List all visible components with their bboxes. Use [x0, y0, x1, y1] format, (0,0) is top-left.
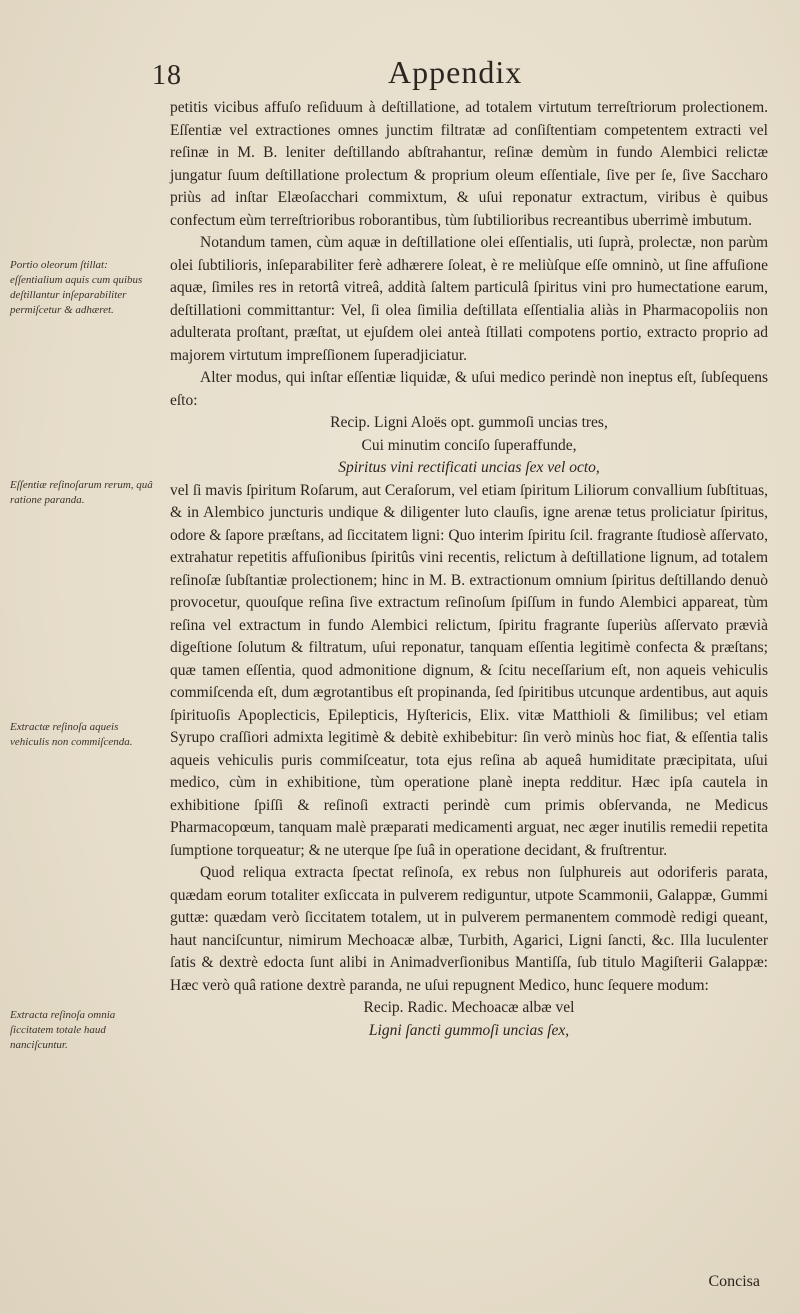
margin-note-resin-essence: Eſſentiæ reſinoſarum rerum, quâ ratione paranda. — [10, 479, 153, 506]
margin-note-resin-aqueous: Extractæ reſinoſa aqueis vehiculis non commiſcenda. — [10, 721, 133, 748]
recipe-2-line-1: Recip. Radic. Mechoacæ albæ vel — [363, 999, 575, 1016]
paragraph-2: Notandum tamen, cùm aquæ in deſtillatione olei eſſentialis, uti ſuprà, prolectæ, non parùm olei ſubtilioris, inſeparabiliter ferè adhærere ſoleat, è re meliùſque eſſe omninò, ut ſine affuſione aquæ, ſimiles res in retortâ vitreâ, addità ſaltem particulâ ſpiritus vini pro humectatione earum, deſtillationi committantur: Vel, ſi olea ſimilia deſtillata eſſentialia aliàs in Pharmacopoliis non adulterata proſtant, præſtat, ut ejuſdem olei anteà ſtillati compotens portio, extracto proprio ad majorem virtutum impreſſionem ſuperadjiciatur. — [170, 234, 768, 364]
recipe-1-line-3: Spiritus vini rectificati uncias ſex vel octo, — [338, 459, 600, 476]
body-text — [170, 97, 768, 1042]
recipe-1-line-2: Cui minutim conciſo ſuperaffunde, — [361, 436, 577, 454]
paragraph-4: vel ſi mavis ſpiritum Roſarum, aut Ceraſorum, vel etiam ſpiritum Liliorum convallium ſubſtituas, & in Alembico juncturis undique & diligenter luto clauſis, igne arenæ tetus proliciatur ſpiritus, odore & ſapore præſtans, ad ſiccitatem ligni: Quo interim ſpiritu ſcil. fragrante ſtudiosè aſſervato, extrahatur repetitis affuſionibus ſpiritûs vini recentis, relictum à deſtillatione lignum, ad totalem reſinoſæ ſubſtantiæ prolectionem; hinc in M. B. extractionum omnium ſpiritus deſtillando denuò provocetur, quouſque reſina ſive extractum reſinoſum ſpiſſum in fundo Alembici appareat, tùm reſina vel extractum in fundo Alembici relictum, ſpiritu fragrante ſuperiùs aſſervato prævià digeſtione ſolutum & filtratum, uſui reponatur, tanquam eſſentia legitimè confecta & præſtans; quæ tamen eſſentia, quod admonitione dignum, & ſcitu neceſſarium eſt, non aqueis vehiculis commiſcenda eſt, dum ægrotantibus eſt propinanda, ſed ſpiritibus utcunque ardentibus, aut aquis ſpirituoſis Apoplecticis, Epilepticis, Hyſtericis, Elix. vitæ Matthioli & ſimilibus; vel etiam Syrupo craſſiori admixta legitimè & debitè exhibebitur: ſin verò minùs hoc fiat, & eſſentia talis aqueis vehiculis puris commiſceatur, tota ejus reſina ab aqueâ humiditate præcipitata, uſui medico, cùm in exhibitione, tùm operatione planè inepta redditur. Hæc ipſa cautela in exhibitione ſpiſſi & reſinoſi extracti perindè cum primis obſervanda, ne Medicus Pharmacopœum, tanquam malè præparati medicamenti arguat, nec æger inutilis remedii repetita ſumptione torqueatur; & ne uterque ſpe ſuâ in operatione decidant, & fruſtrentur. — [170, 481, 768, 859]
page-number: 18 — [152, 60, 182, 91]
paragraph-3: Alter modus, qui inſtar eſſentiæ liquidæ, & uſui medico perindè non ineptus eſt, ſubſequens eſto: — [170, 369, 768, 409]
recipe-2-line-2: Ligni ſancti gummoſi uncias ſex, — [368, 1021, 570, 1039]
paragraph-1: petitis vicibus affuſo reſiduum à deſtillatione, ad totalem virtutum terreſtriorum prolectionem. Eſſentiæ vel extractiones omnes junctim filtratæ ad conſiſtentiam competentem extracti vel reſinæ in M. B. leniter deſtillando abſtrahantur, reſinæ demùm in fundo Alembici relictæ jungatur ſuum deſtillatione prolectum & proprium oleum eſſentiale, ſive per ſe, ſive Saccharo priùs ad inſtar Elæoſacchari commixtum, & uſui reponatur extractum, viribus è quibus confectum eùm terreſtrioribus roborantibus, tùm ſubtilioribus recreantibus uberrimè imbutum. — [170, 99, 768, 229]
paragraph-5: Quod reliqua extracta ſpectat reſinoſa, ex rebus non ſulphureis aut odoriferis parata, quædam eorum totaliter exſiccata in pulverem rediguntur, utpote Scammonii, Galappæ, Gummi guttæ: quædam verò ſiccitatem totalem, ut in pulverem permanentem commodè redigi queant, haut nanciſcuntur, nimirum Mechoacæ albæ, Turbith, Agarici, Ligni ſancti, &c. Illa luculenter ſatis & dextrè edocta ſunt alibi in Animadverſionibus Mantiſſa, ſub titulo Magiſterii Galappæ: Hæc verò quâ ratione dextrè paranda, ne uſui repugnent Medico, hunc ſequere modum: — [170, 864, 768, 994]
margin-note-oil-portion: Portio oleorum ſtillat: eſſentialium aquis cum quibus deſtillantur inſeparabiliter permiſcetur & adhæret. — [10, 259, 143, 316]
running-head: Appendix — [388, 54, 523, 90]
recipe-1-line-1: Recip. Ligni Aloës opt. gummoſi uncias tres, — [330, 414, 608, 431]
page-header — [0, 52, 800, 92]
margin-note-resin-dryness: Extracta reſinoſa omnia ſiccitatem totale haud nanciſcuntur. — [10, 1009, 116, 1051]
catchword: Concisa — [708, 1273, 760, 1290]
